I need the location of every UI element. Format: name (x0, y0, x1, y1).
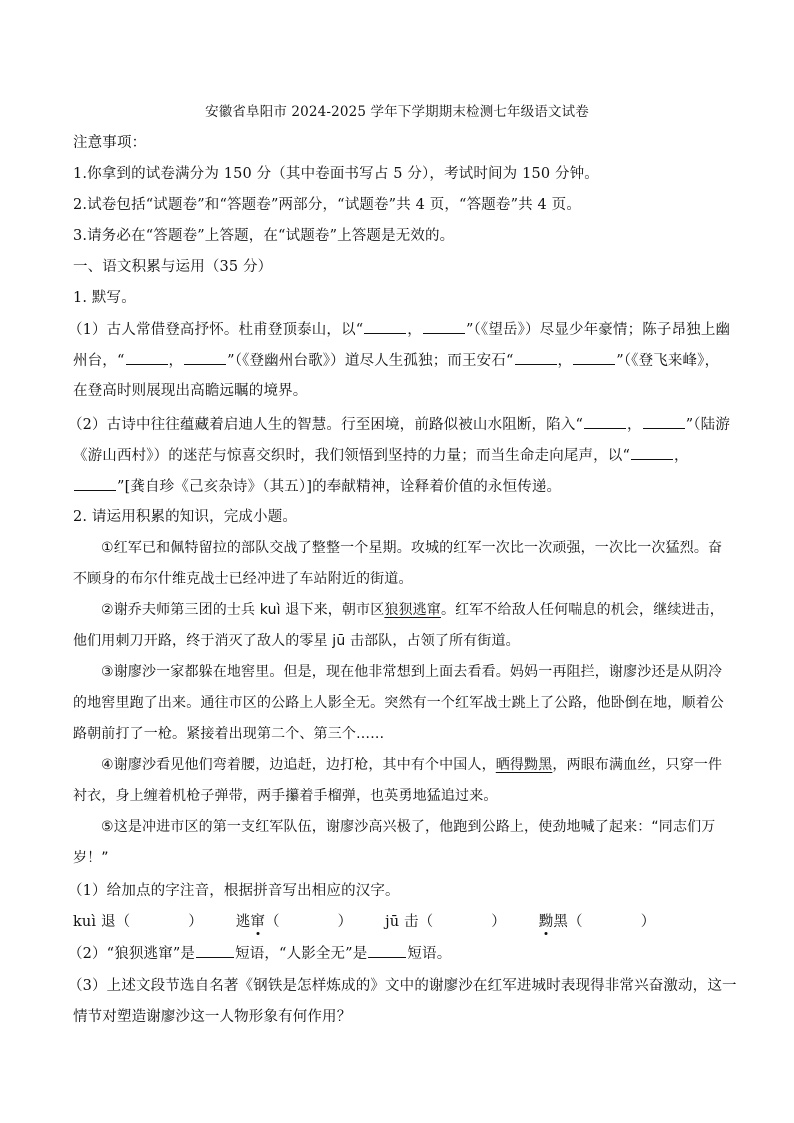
answer-blank[interactable] (184, 350, 226, 365)
note-1: 1.你拿到的试卷满分为 150 分（其中卷面书写占 5 分），考试时间为 150 分钟。 (73, 166, 599, 182)
question-1-heading: 1. 默写。 (73, 290, 136, 306)
answer-blank[interactable] (126, 350, 168, 365)
passage-p2-line-2: 他们用刺刀开路，终于消灭了敌人的零星 jū 击部队，占领了所有街道。 (73, 633, 520, 649)
answer-blank[interactable] (631, 445, 673, 460)
passage-p5-line-2: 岁！” (73, 850, 109, 866)
passage-p4-line-1: ④谢廖沙看见他们弯着腰，边追赶，边打枪，其中有个中国人，晒得黝黑，两眼布满血丝，只穿一件 (101, 757, 723, 773)
q1-1-line-3: 在登高时则展现出高瞻远瞩的境界。 (73, 383, 308, 399)
q1-1-line-2: 州台，“ ， ”（《登幽州台歌》）道尽人生孤独；而王安石“ ， ”（《登飞来峰》， (73, 350, 719, 371)
answer-blank[interactable] (643, 414, 685, 429)
q1-1-line-1: （1）古人常借登高抒怀。杜甫登顶泰山，以“ ， ”（《望岳》）尽显少年豪情；陈子昂独上幽 (68, 319, 730, 340)
section-1-heading: 一、语文积累与运用（35 分） (73, 259, 273, 275)
q2-1-items: kuì 退（ ） 逃窜（ ） jū 击（ ） 黝黑（ ） (73, 914, 656, 930)
passage-p1-line-1: ①红军已和佩特留拉的部队交战了整整一个星期。攻城的红军一次比一次顽强，一次比一次猛烈。奋 (101, 540, 723, 556)
passage-p5-line-1: ⑤这是冲进市区的第一支红军队伍，谢廖沙高兴极了，他跑到公路上，使劲地喊了起来：“同志们万 (101, 819, 716, 835)
q1-2-line-3: ”[龚自珍《己亥杂诗》（其五）]的奉献精神，诠释着价值的永恒传递。 (73, 476, 561, 497)
answer-blank[interactable] (364, 319, 406, 334)
passage-p2-line-1: ②谢乔夫师第三团的士兵 kuì 退下来，朝市区狼狈逃窜。红军不给敌人任何喘息的机会，继续进击， (101, 602, 724, 618)
q2-3-line-2: 情节对塑造谢廖沙这一人物形象有何作用？ (73, 1009, 352, 1025)
q2-1-prompt: （1）给加点的字注音，根据拼音写出相应的汉字。 (68, 883, 400, 899)
answer-blank[interactable] (584, 414, 626, 429)
passage-p4-line-2: 衬衣，身上缠着机枪子弹带，两手攥着手榴弹，也英勇地猛追过来。 (73, 788, 498, 804)
answer-blank[interactable] (573, 350, 615, 365)
passage-p3-line-1: ③谢廖沙一家都躲在地窖里。但是，现在他非常想到上面去看看。妈妈一再阻拦，谢廖沙还是从阴冷 (101, 664, 723, 680)
q1-2-line-2: 《游山西村》）的迷茫与惊喜交织时，我们领悟到坚持的力量；而当生命走向尾声，以“ ， (73, 445, 689, 466)
note-3: 3.请务必在“答题卷”上答题，在“试题卷”上答题是无效的。 (73, 228, 455, 244)
answer-blank[interactable] (74, 476, 116, 491)
passage-p1-line-2: 不顾身的布尔什维克战士已经冲进了车站附近的街道。 (73, 571, 413, 587)
q2-2-prompt: （2）“狼狈逃窜”是 短语，“人影全无”是 短语。 (68, 943, 451, 964)
notes-heading: 注意事项： (73, 135, 147, 151)
q1-2-line-1: （2）古诗中往往蕴藏着启迪人生的智慧。行至困境，前路似被山水阻断，陷入“ ， ”（陆游 (68, 414, 730, 435)
note-2: 2.试卷包括“试题卷”和“答题卷”两部分，“试题卷”共 4 页，“答题卷”共 4 页。 (73, 197, 581, 213)
passage-p3-line-2: 的地窖里跑了出来。通往市区的公路上人影全无。突然有一个红军战士跳上了公路，他卧倒在地，顺着公 (73, 695, 724, 711)
answer-blank[interactable] (368, 943, 406, 958)
q2-3-line-1: （3）上述文段节选自名著《钢铁是怎样炼成的》文中的谢廖沙在红军进城时表现得非常兴奋激动，这一 (68, 978, 737, 994)
question-2-heading: 2. 请运用积累的知识，完成小题。 (73, 509, 297, 525)
answer-blank[interactable] (515, 350, 557, 365)
answer-blank[interactable] (196, 943, 234, 958)
exam-title: 安徽省阜阳市 2024-2025 学年下学期期末检测七年级语文试卷 (205, 104, 589, 120)
passage-p3-line-3: 路朝前打了一枪。紧接着出现第二个、第三个…… (73, 726, 385, 742)
answer-blank[interactable] (423, 319, 465, 334)
